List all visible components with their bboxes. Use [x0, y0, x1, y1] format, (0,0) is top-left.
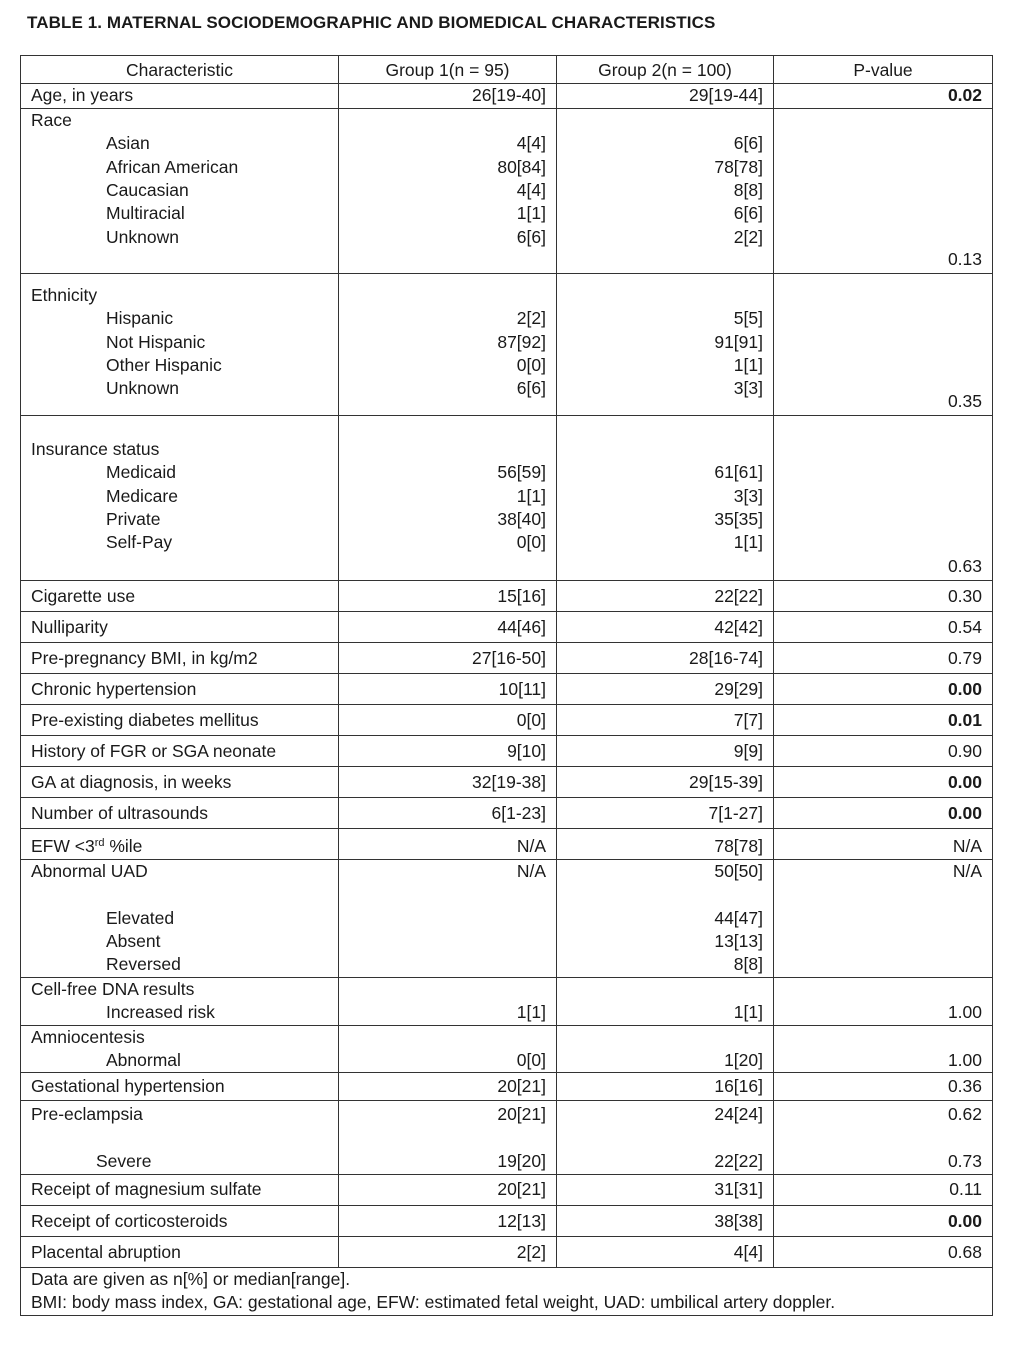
- table-row: [21, 735, 993, 766]
- group2-value: 8[8]: [733, 954, 763, 975]
- header-group1: Group 1(n = 95): [339, 56, 557, 84]
- sub-label: Self-Pay: [106, 532, 173, 553]
- sub-label: Unknown: [106, 226, 179, 247]
- sub-label: Severe: [96, 1151, 152, 1172]
- table-row: [21, 828, 993, 859]
- group1-value: 2[2]: [516, 308, 546, 329]
- group2-value: 9[9]: [557, 735, 774, 766]
- group2-value: 3[3]: [733, 485, 763, 506]
- group2-value: 31[31]: [557, 1174, 774, 1205]
- group2-value: 38[38]: [557, 1205, 774, 1236]
- group2-values: [557, 415, 774, 580]
- group-label: Abnormal UAD: [31, 860, 148, 881]
- row-label: Chronic hypertension: [21, 673, 339, 704]
- table-row: [21, 611, 993, 642]
- header-pvalue: P-value: [774, 56, 993, 84]
- row-label: Age, in years: [21, 84, 339, 108]
- group2-value: 6[6]: [733, 133, 763, 154]
- table-row-group: [21, 108, 993, 273]
- p-value: 0.36: [774, 1073, 993, 1101]
- group2-value: 8[8]: [733, 180, 763, 201]
- group-label: Cell-free DNA results: [31, 978, 195, 999]
- group2-value: 1[1]: [733, 355, 763, 376]
- group-label: Race: [31, 109, 72, 130]
- group1-value: 20[21]: [339, 1174, 557, 1205]
- row-label: Nulliparity: [21, 611, 339, 642]
- group1-value: 32[19-38]: [339, 766, 557, 797]
- table-title: TABLE 1. MATERNAL SOCIODEMOGRAPHIC AND BIOMEDICAL CHARACTERISTICS: [27, 13, 716, 32]
- row-label: [21, 1025, 339, 1073]
- group1-values: [339, 108, 557, 273]
- group1-value: 20[21]: [497, 1104, 546, 1125]
- group2-value: 29[19-44]: [557, 84, 774, 108]
- group2-value: 1[1]: [733, 532, 763, 553]
- group2-value: 50[50]: [714, 860, 763, 881]
- group1-value: 9[10]: [339, 735, 557, 766]
- table-row: [21, 1174, 993, 1205]
- row-label: [21, 1101, 339, 1174]
- p-value: 0.00: [774, 766, 993, 797]
- group2-values: [557, 859, 774, 977]
- group1-value: 0[0]: [516, 532, 546, 553]
- sub-label: Unknown: [106, 378, 179, 399]
- characteristics-table: [20, 55, 993, 1316]
- p-value: 0.01: [774, 704, 993, 735]
- row-label: EFW <3rd %ile: [21, 828, 339, 859]
- p-value: 0.68: [774, 1236, 993, 1267]
- group1-value: 27[16-50]: [339, 642, 557, 673]
- p-value: 0.30: [774, 580, 993, 611]
- group2-value: 13[13]: [714, 931, 763, 952]
- p-value: N/A: [774, 859, 993, 977]
- table-row: [21, 766, 993, 797]
- group1-value: N/A: [339, 859, 557, 977]
- header-characteristic: Characteristic: [21, 56, 339, 84]
- p-value: 0.00: [774, 797, 993, 828]
- group2-values: [557, 108, 774, 273]
- group1-value: 20[21]: [339, 1073, 557, 1101]
- group-label: Pre-eclampsia: [31, 1104, 143, 1125]
- p-value: 0.02: [774, 84, 993, 108]
- row-label: Cigarette use: [21, 580, 339, 611]
- group2-value: 7[1-27]: [557, 797, 774, 828]
- group1-value: 0[0]: [339, 704, 557, 735]
- row-label: GA at diagnosis, in weeks: [21, 766, 339, 797]
- group2-value: 1[1]: [733, 1002, 763, 1023]
- sub-label: Medicare: [106, 485, 178, 506]
- table-row-group: [21, 977, 993, 1025]
- p-value: 0.79: [774, 642, 993, 673]
- group1-value: 26[19-40]: [339, 84, 557, 108]
- group2-value: 61[61]: [714, 462, 763, 483]
- group2-value: 91[91]: [714, 331, 763, 352]
- table-row: [21, 704, 993, 735]
- row-label: Pre-pregnancy BMI, in kg/m2: [21, 642, 339, 673]
- sub-label: Asian: [106, 133, 150, 154]
- row-label: Placental abruption: [21, 1236, 339, 1267]
- table-row: [21, 84, 993, 108]
- group2-value: 6[6]: [733, 203, 763, 224]
- group2-value: 2[2]: [733, 226, 763, 247]
- group2-value: 3[3]: [733, 378, 763, 399]
- footnote: [21, 1267, 993, 1315]
- p-value: 0.13: [774, 108, 993, 273]
- sub-label: Multiracial: [106, 203, 185, 224]
- group2-value: 44[47]: [714, 907, 763, 928]
- group2-value: 78[78]: [714, 156, 763, 177]
- p-value: 0.00: [774, 1205, 993, 1236]
- p-value: 0.11: [774, 1174, 993, 1205]
- p-value: 0.62: [947, 1104, 982, 1125]
- p-value: 0.63: [774, 415, 993, 580]
- group1-value: 12[13]: [339, 1205, 557, 1236]
- table-row: [21, 1205, 993, 1236]
- group1-value: 1[1]: [516, 485, 546, 506]
- table-row-group: [21, 1025, 993, 1073]
- group2-value: 22[22]: [714, 1151, 763, 1172]
- group-label: Amniocentesis: [31, 1026, 145, 1047]
- group2-value: 1[20]: [724, 1050, 763, 1071]
- group2-value: 29[29]: [557, 673, 774, 704]
- group1-value: 87[92]: [497, 331, 546, 352]
- group2-values: [557, 273, 774, 415]
- group1-value: 1[1]: [516, 203, 546, 224]
- group1-value: 6[6]: [516, 378, 546, 399]
- p-value: 0.00: [774, 673, 993, 704]
- footnote-line: Data are given as n[%] or median[range].: [31, 1268, 351, 1289]
- row-label: [21, 415, 339, 580]
- sub-label: Hispanic: [106, 308, 174, 329]
- group1-value: 38[40]: [497, 509, 546, 530]
- p-value: 1.00: [947, 1050, 982, 1071]
- table-row: [21, 673, 993, 704]
- table-row-group: [21, 273, 993, 415]
- group1-value: 6[6]: [516, 226, 546, 247]
- group2-value: 4[4]: [557, 1236, 774, 1267]
- group2-value: 28[16-74]: [557, 642, 774, 673]
- sub-label: Not Hispanic: [106, 331, 206, 352]
- table-row: [21, 1073, 993, 1101]
- table-row-group: [21, 859, 993, 977]
- row-label: [21, 108, 339, 273]
- table-row: [21, 1236, 993, 1267]
- group1-value: 44[46]: [339, 611, 557, 642]
- group2-value: 22[22]: [557, 580, 774, 611]
- group1-value: N/A: [339, 828, 557, 859]
- sub-label: African American: [106, 156, 239, 177]
- p-value: 1.00: [947, 1002, 982, 1023]
- group2-value: 78[78]: [557, 828, 774, 859]
- p-value: N/A: [774, 828, 993, 859]
- group2-value: 5[5]: [733, 308, 763, 329]
- sub-label: Absent: [106, 931, 161, 952]
- group2-value: 35[35]: [714, 509, 763, 530]
- group1-value: 2[2]: [339, 1236, 557, 1267]
- group1-value: 1[1]: [516, 1002, 546, 1023]
- header-row: [21, 56, 993, 84]
- sub-label: Caucasian: [106, 180, 189, 201]
- group1-value: 56[59]: [497, 462, 546, 483]
- row-label: Pre-existing diabetes mellitus: [21, 704, 339, 735]
- table-row: [21, 580, 993, 611]
- group1-value: 4[4]: [516, 133, 546, 154]
- group1-value: 0[0]: [516, 355, 546, 376]
- sub-label: Abnormal: [106, 1050, 181, 1071]
- row-label: Gestational hypertension: [21, 1073, 339, 1101]
- row-label: History of FGR or SGA neonate: [21, 735, 339, 766]
- footnote-line: BMI: body mass index, GA: gestational age, EFW: estimated fetal weight, UAD: umbilical artery doppler.: [31, 1292, 836, 1313]
- group1-values: [339, 415, 557, 580]
- sub-label: Medicaid: [106, 462, 177, 483]
- row-label: [21, 977, 339, 1025]
- group1-value: 4[4]: [516, 180, 546, 201]
- table-row-group: [21, 1101, 993, 1174]
- header-group2: Group 2(n = 100): [557, 56, 774, 84]
- table-row: [21, 642, 993, 673]
- p-value: 0.90: [774, 735, 993, 766]
- sub-label: Reversed: [106, 954, 181, 975]
- table-row-group: [21, 415, 993, 580]
- group2-value: 24[24]: [714, 1104, 763, 1125]
- p-value: 0.54: [774, 611, 993, 642]
- group1-value: 6[1-23]: [339, 797, 557, 828]
- group-label: Ethnicity: [31, 284, 98, 305]
- row-label: Receipt of corticosteroids: [21, 1205, 339, 1236]
- group1-value: 80[84]: [497, 156, 546, 177]
- p-value: 0.35: [774, 273, 993, 415]
- group1-value: 15[16]: [339, 580, 557, 611]
- sub-label: Elevated: [106, 907, 175, 928]
- p-value: 0.73: [947, 1151, 982, 1172]
- row-label: Receipt of magnesium sulfate: [21, 1174, 339, 1205]
- group2-value: 7[7]: [557, 704, 774, 735]
- footnote-row: [21, 1267, 993, 1315]
- group1-values: [339, 273, 557, 415]
- group2-value: 42[42]: [557, 611, 774, 642]
- group-label: Insurance status: [31, 438, 160, 459]
- table-row: [21, 797, 993, 828]
- sub-label: Other Hispanic: [106, 355, 222, 376]
- group1-value: 19[20]: [497, 1151, 546, 1172]
- group1-value: 10[11]: [339, 673, 557, 704]
- row-label: [21, 273, 339, 415]
- group2-value: 29[15-39]: [557, 766, 774, 797]
- group2-value: 16[16]: [557, 1073, 774, 1101]
- row-label: Number of ultrasounds: [21, 797, 339, 828]
- row-label: [21, 859, 339, 977]
- sub-label: Increased risk: [106, 1002, 215, 1023]
- group1-value: 0[0]: [516, 1050, 546, 1071]
- sub-label: Private: [106, 509, 161, 530]
